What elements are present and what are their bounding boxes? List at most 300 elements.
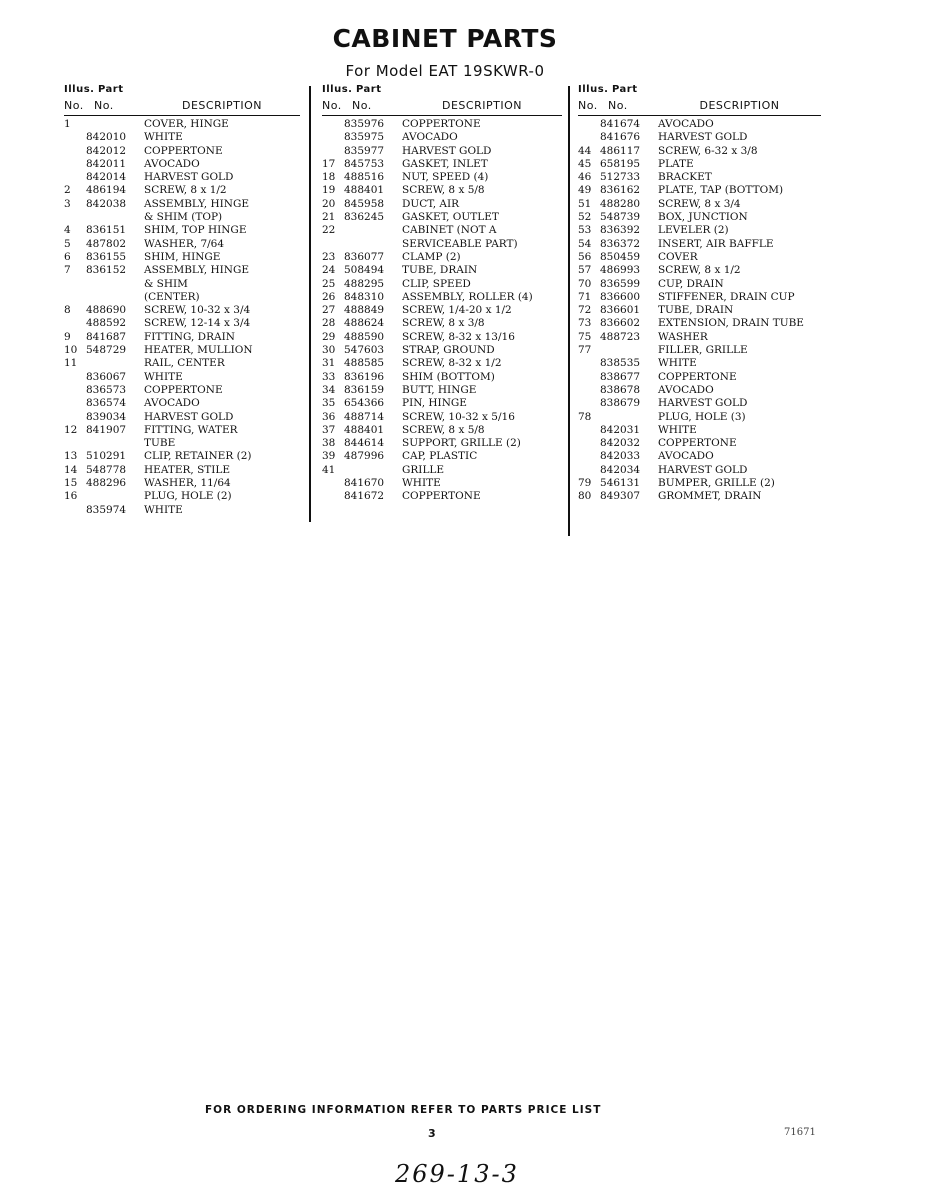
table-row — [578, 118, 821, 131]
illus-number — [64, 158, 86, 171]
part-description: HARVEST GOLD — [658, 397, 748, 410]
part-number: 548729 — [86, 344, 127, 357]
table-row — [578, 464, 821, 477]
part-number: 838535 — [600, 357, 641, 370]
illus-number — [322, 477, 344, 490]
table-row — [64, 331, 300, 344]
table-row — [322, 437, 562, 450]
part-number: 488516 — [344, 171, 385, 184]
part-number: 845958 — [344, 197, 385, 210]
header-line-2 — [578, 99, 821, 115]
illus-number — [322, 145, 344, 158]
part-number: 836151 — [86, 224, 127, 237]
table-row — [64, 171, 300, 184]
part-description: WASHER, 11/64 — [144, 477, 231, 490]
part-description: SCREW, 8 x 1/2 — [658, 264, 741, 277]
table-row — [322, 397, 562, 410]
header-line-1 — [578, 84, 821, 99]
part-description: SCREW, 8-32 x 13/16 — [402, 330, 515, 343]
illus-number: 53 — [578, 224, 592, 237]
table-row — [322, 198, 562, 211]
illus-number: 27 — [322, 304, 336, 317]
table-row — [578, 371, 821, 384]
part-description: CLAMP (2) — [402, 250, 461, 263]
illus-number: 17 — [322, 157, 336, 170]
table-row — [64, 131, 300, 144]
illus-number — [578, 450, 600, 463]
part-number: 835976 — [344, 118, 385, 130]
part-description: SHIM (BOTTOM) — [402, 370, 495, 383]
part-number: 486993 — [600, 264, 641, 277]
part-number: 488849 — [344, 304, 385, 317]
part-number: 838677 — [600, 370, 641, 383]
part-number — [344, 224, 402, 237]
table-row — [322, 171, 562, 184]
part-description: STIFFENER, DRAIN CUP — [658, 290, 795, 303]
illus-number — [64, 145, 86, 158]
table-row — [578, 158, 821, 171]
table-row — [322, 357, 562, 370]
table-row — [64, 291, 300, 304]
part-description: FITTING, DRAIN — [144, 330, 235, 343]
illus-number: 73 — [578, 317, 592, 330]
part-description: HEATER, MULLION — [144, 344, 253, 357]
table-row — [64, 384, 300, 397]
part-number: 508494 — [344, 264, 385, 277]
table-row — [64, 317, 300, 330]
part-number — [86, 357, 144, 370]
table-row — [578, 344, 821, 357]
part-description: WASHER — [658, 330, 708, 343]
table-row — [578, 424, 821, 437]
illus-number: 57 — [578, 264, 592, 277]
table-row — [64, 211, 300, 224]
part-number: 842031 — [600, 423, 641, 436]
part-number: 512733 — [600, 171, 641, 184]
part-description: SCREW, 8-32 x 1/2 — [402, 357, 502, 370]
illus-number — [322, 131, 344, 144]
part-number — [86, 437, 144, 450]
illus-no-header: No. — [578, 99, 598, 112]
part-description: RAIL, CENTER — [144, 357, 225, 370]
part-number: 842033 — [600, 450, 641, 463]
part-description: COPPERTONE — [658, 370, 737, 383]
table-row — [578, 224, 821, 237]
table-row — [64, 118, 300, 131]
part-description: HEATER, STILE — [144, 463, 231, 476]
illus-number: 21 — [322, 211, 336, 224]
part-number: 836245 — [344, 211, 385, 224]
table-row — [322, 251, 562, 264]
part-description: EXTENSION, DRAIN TUBE — [658, 317, 804, 330]
part-number: 488592 — [86, 317, 127, 330]
part-description: SCREW, 1/4-20 x 1/2 — [402, 304, 512, 317]
table-row — [322, 490, 562, 503]
illus-header: Illus. — [64, 84, 95, 95]
part-description: BRACKET — [658, 171, 712, 184]
header-line-1 — [322, 84, 562, 99]
part-description: BUMPER, GRILLE (2) — [658, 477, 775, 490]
table-row — [322, 411, 562, 424]
part-description: WASHER, 7/64 — [144, 237, 225, 250]
illus-number — [64, 171, 86, 184]
part-description: FILLER, GRILLE — [658, 344, 748, 357]
part-number: 488585 — [344, 357, 385, 370]
table-row — [322, 477, 562, 490]
part-number: 850459 — [600, 250, 641, 263]
table-row — [322, 278, 562, 291]
part-number: 836067 — [86, 370, 127, 383]
part-description: CABINET (NOT A — [402, 224, 497, 237]
illus-number: 22 — [322, 224, 336, 237]
table-row — [578, 477, 821, 490]
part-description: COPPERTONE — [402, 490, 481, 503]
table-row — [322, 291, 562, 304]
part-number: 842034 — [600, 463, 641, 476]
table-row — [578, 304, 821, 317]
part-description: SERVICEABLE PART) — [402, 237, 518, 250]
table-row — [578, 384, 821, 397]
table-row — [64, 477, 300, 490]
part-description: WHITE — [402, 477, 441, 490]
part-number: 488296 — [86, 477, 127, 490]
part-description: SCREW, 6-32 x 3/8 — [658, 144, 758, 157]
illus-number — [322, 118, 344, 131]
illus-number — [578, 397, 600, 410]
part-number — [86, 278, 144, 291]
table-row — [578, 171, 821, 184]
illus-number: 15 — [64, 477, 78, 490]
part-number: 836601 — [600, 304, 641, 317]
illus-number: 29 — [322, 330, 336, 343]
part-description: HARVEST GOLD — [144, 171, 234, 184]
table-row — [578, 264, 821, 277]
part-description: AVOCADO — [144, 397, 200, 410]
illus-number — [578, 437, 600, 450]
table-row — [578, 331, 821, 344]
part-description: SUPPORT, GRILLE (2) — [402, 437, 521, 450]
illus-number: 23 — [322, 250, 336, 263]
part-description: AVOCADO — [144, 157, 200, 170]
table-row — [64, 224, 300, 237]
illus-number: 70 — [578, 277, 592, 290]
table-row — [64, 278, 300, 291]
part-number: 844614 — [344, 437, 385, 450]
part-number: 836392 — [600, 224, 641, 237]
illus-number — [64, 437, 86, 450]
part-description: GRILLE — [402, 463, 445, 476]
illus-number — [578, 118, 600, 131]
illus-number: 14 — [64, 463, 78, 476]
illus-number: 52 — [578, 211, 592, 224]
illus-number — [64, 317, 86, 330]
part-number: 510291 — [86, 450, 127, 463]
illus-no-header: No. — [64, 99, 84, 112]
illus-number: 44 — [578, 144, 592, 157]
part-no-header: No. — [352, 99, 372, 112]
part-description: SCREW, 12-14 x 3/4 — [144, 317, 251, 330]
table-row — [322, 331, 562, 344]
table-row — [64, 158, 300, 171]
part-number: 836196 — [344, 370, 385, 383]
table-row — [322, 371, 562, 384]
illus-number: 41 — [322, 463, 336, 476]
illus-number: 34 — [322, 383, 336, 396]
part-description: NUT, SPEED (4) — [402, 171, 489, 184]
illus-number: 71 — [578, 290, 592, 303]
illus-number: 18 — [322, 171, 336, 184]
part-number: 841687 — [86, 330, 127, 343]
part-description: WHITE — [144, 370, 183, 383]
part-header: Part — [355, 84, 382, 95]
part-number: 836600 — [600, 290, 641, 303]
part-description: SHIM, HINGE — [144, 250, 221, 263]
table-row — [64, 304, 300, 317]
table-row — [64, 397, 300, 410]
illus-number: 9 — [64, 330, 71, 343]
table-row — [322, 344, 562, 357]
part-number: 836159 — [344, 383, 385, 396]
illus-number: 12 — [64, 423, 78, 436]
table-row — [322, 118, 562, 131]
page-number: 3 — [428, 1127, 436, 1140]
illus-number: 10 — [64, 344, 78, 357]
part-description: SCREW, 8 x 1/2 — [144, 184, 227, 197]
part-number: 548739 — [600, 211, 641, 224]
part-description: TUBE, DRAIN — [402, 264, 478, 277]
part-number: 486117 — [600, 144, 641, 157]
illus-number — [578, 424, 600, 437]
parts-column-3 — [578, 84, 821, 504]
illus-number — [64, 291, 86, 304]
description-header: DESCRIPTION — [182, 99, 262, 112]
illus-number: 1 — [64, 118, 71, 130]
table-row — [578, 291, 821, 304]
part-description: TUBE — [144, 437, 176, 450]
illus-number: 4 — [64, 224, 71, 237]
illus-number: 75 — [578, 330, 592, 343]
part-number: 835977 — [344, 144, 385, 157]
part-number: 842012 — [86, 144, 127, 157]
part-number — [86, 291, 144, 304]
illus-number: 77 — [578, 344, 592, 357]
page-title: CABINET PARTS — [332, 24, 558, 53]
part-description: HARVEST GOLD — [658, 463, 748, 476]
illus-number: 39 — [322, 450, 336, 463]
part-description: HARVEST GOLD — [402, 144, 492, 157]
illus-number — [578, 371, 600, 384]
part-number — [600, 411, 658, 424]
part-description: CLIP, RETAINER (2) — [144, 450, 252, 463]
part-description: ASSEMBLY, HINGE — [144, 264, 250, 277]
part-description: GROMMET, DRAIN — [658, 490, 762, 503]
part-number: 488714 — [344, 410, 385, 423]
part-number: 841674 — [600, 118, 641, 130]
table-row — [322, 131, 562, 144]
table-row — [578, 450, 821, 463]
part-description: PIN, HINGE — [402, 397, 467, 410]
illus-number: 20 — [322, 197, 336, 210]
part-description: SCREW, 8 x 5/8 — [402, 184, 485, 197]
illus-number — [64, 397, 86, 410]
part-number: 487996 — [344, 450, 385, 463]
part-number — [86, 118, 144, 131]
header-line-2 — [322, 99, 562, 115]
part-description: COPPERTONE — [402, 118, 481, 130]
part-description: ASSEMBLY, HINGE — [144, 197, 250, 210]
table-row — [64, 450, 300, 463]
table-row — [64, 504, 300, 517]
illus-number: 38 — [322, 437, 336, 450]
illus-header: Illus. — [578, 84, 609, 95]
table-row — [578, 397, 821, 410]
part-number: 836162 — [600, 184, 641, 197]
part-number: 842011 — [86, 157, 127, 170]
table-row — [578, 238, 821, 251]
table-row — [322, 238, 562, 251]
part-number — [86, 490, 144, 503]
part-number: 839034 — [86, 410, 127, 423]
illus-number: 3 — [64, 197, 71, 210]
part-number: 835974 — [86, 503, 127, 516]
illus-number — [578, 384, 600, 397]
table-row — [322, 304, 562, 317]
part-number: 838679 — [600, 397, 641, 410]
part-number: 841672 — [344, 490, 385, 503]
illus-number — [64, 278, 86, 291]
illus-number: 56 — [578, 250, 592, 263]
illus-number: 33 — [322, 370, 336, 383]
part-number: 658195 — [600, 157, 641, 170]
part-description: SCREW, 10-32 x 3/4 — [144, 304, 251, 317]
illus-number: 51 — [578, 197, 592, 210]
column-divider — [309, 86, 311, 522]
part-description: CUP, DRAIN — [658, 277, 724, 290]
illus-number — [578, 357, 600, 370]
part-number: 488401 — [344, 184, 385, 197]
table-row — [64, 437, 300, 450]
column-divider — [568, 86, 570, 536]
illus-number: 8 — [64, 304, 71, 317]
header-rule — [322, 115, 562, 116]
part-description: (CENTER) — [144, 290, 200, 303]
header-line-2 — [64, 99, 300, 115]
part-description: COVER — [658, 250, 698, 263]
illus-number: 6 — [64, 250, 71, 263]
table-row — [322, 384, 562, 397]
illus-number: 30 — [322, 344, 336, 357]
part-description: CAP, PLASTIC — [402, 450, 478, 463]
header-line-1 — [64, 84, 300, 99]
part-number: 488590 — [344, 330, 385, 343]
part-number: 488690 — [86, 304, 127, 317]
table-row — [578, 437, 821, 450]
table-row — [64, 411, 300, 424]
part-number: 848310 — [344, 290, 385, 303]
part-number: 835975 — [344, 131, 385, 144]
part-number: 836372 — [600, 237, 641, 250]
part-description: WHITE — [658, 357, 697, 370]
table-row — [64, 357, 300, 370]
parts-column-2 — [322, 84, 562, 504]
part-description: STRAP, GROUND — [402, 344, 495, 357]
part-description: GASKET, INLET — [402, 157, 488, 170]
description-header: DESCRIPTION — [442, 99, 522, 112]
part-number — [344, 238, 402, 251]
part-number: 836152 — [86, 264, 127, 277]
part-description: SCREW, 8 x 5/8 — [402, 423, 485, 436]
table-row — [64, 371, 300, 384]
table-row — [64, 464, 300, 477]
part-description: COPPERTONE — [658, 437, 737, 450]
part-number: 836077 — [344, 250, 385, 263]
part-number: 845753 — [344, 157, 385, 170]
part-description: AVOCADO — [658, 450, 714, 463]
part-number — [600, 344, 658, 357]
table-row — [64, 238, 300, 251]
part-number: 836573 — [86, 383, 127, 396]
part-number: 836155 — [86, 250, 127, 263]
part-number: 836599 — [600, 277, 641, 290]
illus-header: Illus. — [322, 84, 353, 95]
table-row — [64, 251, 300, 264]
illus-number: 26 — [322, 290, 336, 303]
part-description: TUBE, DRAIN — [658, 304, 734, 317]
part-number: 842014 — [86, 171, 127, 184]
part-description: SCREW, 8 x 3/4 — [658, 197, 741, 210]
part-description: PLUG, HOLE (3) — [658, 410, 746, 423]
part-number: 842010 — [86, 131, 127, 144]
part-description: COPPERTONE — [144, 383, 223, 396]
table-row — [64, 424, 300, 437]
table-row — [578, 251, 821, 264]
illus-number: 78 — [578, 410, 592, 423]
table-row — [322, 464, 562, 477]
part-number — [344, 464, 402, 477]
illus-number: 16 — [64, 490, 78, 503]
ordering-footer: FOR ORDERING INFORMATION REFER TO PARTS PRICE LIST — [205, 1104, 602, 1116]
part-number: 548778 — [86, 463, 127, 476]
part-description: BUTT, HINGE — [402, 383, 477, 396]
part-number: 849307 — [600, 490, 641, 503]
illus-number — [322, 238, 344, 251]
part-number: 842038 — [86, 197, 127, 210]
illus-number: 80 — [578, 490, 592, 503]
part-number: 842032 — [600, 437, 641, 450]
table-row — [322, 145, 562, 158]
part-header: Part — [97, 84, 124, 95]
part-number: 488401 — [344, 423, 385, 436]
part-number — [86, 211, 144, 224]
table-row — [64, 198, 300, 211]
illus-number: 46 — [578, 171, 592, 184]
part-number: 487802 — [86, 237, 127, 250]
table-row — [322, 158, 562, 171]
part-description: WHITE — [144, 503, 183, 516]
illus-number: 35 — [322, 397, 336, 410]
part-number: 488624 — [344, 317, 385, 330]
table-row — [578, 490, 821, 503]
part-description: PLUG, HOLE (2) — [144, 490, 232, 503]
illus-number — [64, 131, 86, 144]
part-description: DUCT, AIR — [402, 197, 460, 210]
illus-number: 72 — [578, 304, 592, 317]
illus-number: 45 — [578, 157, 592, 170]
illus-number: 25 — [322, 277, 336, 290]
illus-number: 19 — [322, 184, 336, 197]
part-description: & SHIM (TOP) — [144, 211, 223, 224]
part-number: 486194 — [86, 184, 127, 197]
